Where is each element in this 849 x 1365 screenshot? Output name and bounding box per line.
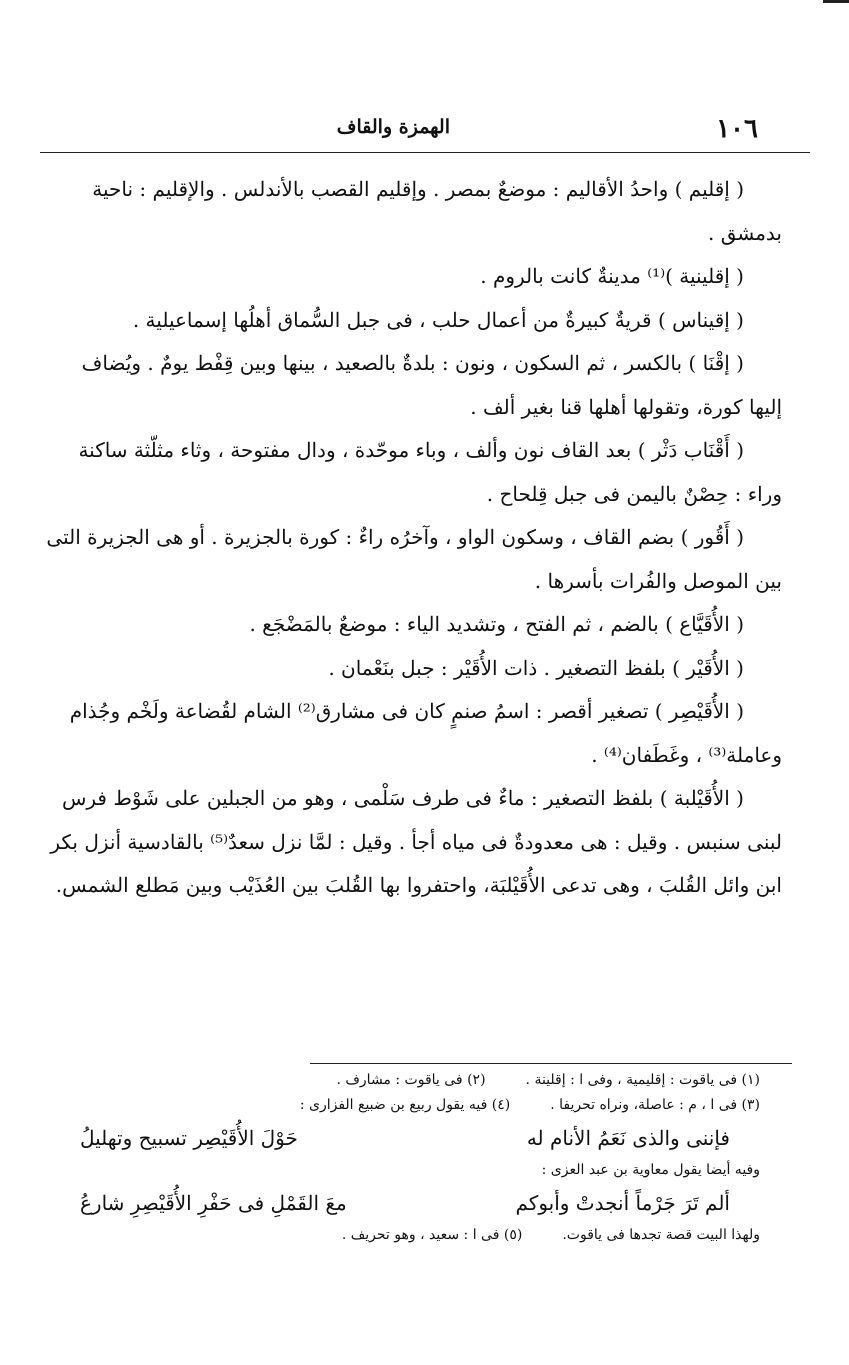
entry-line: وعاملة⁽³⁾ ، وغَطَفان⁽⁴⁾ .: [591, 742, 782, 767]
entry-line: ( إقلينية )⁽¹⁾ مدينةٌ كانت بالروم .: [480, 264, 744, 288]
entry-line: ابن وائل القُلبَ ، وهى تدعى الأُقَيْلبَة، واحتفروا بها القُلبَ بين العُذَيْب وبين مَطلع الشمس.: [55, 873, 782, 897]
entry-al-uqayya: [42, 603, 782, 647]
entry-aqnab-dathr: [42, 429, 782, 516]
entry-line: ( أَقْنَاب دَثْر ) بعد القاف نون وألف ، وباء موحّدة ، ودال مفتوحة ، وثاء مثلّثة ساكنة: [78, 438, 744, 462]
entry-iqlim: [42, 168, 782, 255]
entry-line: إليها كورة، وتقولها أهلها قنا بغير ألف .: [470, 394, 782, 419]
entry-line: لبنى سنبس . وقيل : هى معدودةٌ فى مياه أجأ . وقيل : لمَّا نزل سعدٌ⁽⁵⁾ بالقادسية أنزل بكر: [50, 829, 782, 854]
entry-line: ( إقيناس ) قريةٌ كبيرةٌ من أعمال حلب ، فى جبل السُّماق أهلُها إسماعيلية .: [132, 307, 744, 332]
footnote-5: (٥) فى ا : سعيد ، وهو تحريف .: [341, 1227, 523, 1243]
footnote-4: (٤) فيه يقول ربيع بن ضبيع الفزارى :: [299, 1097, 511, 1113]
verse-hemistich: فإننى والذى نَعَمُ الأنام له: [526, 1126, 730, 1150]
footnote-divider: [310, 1063, 792, 1064]
entry-line: ( إقْنَا ) بالكسر ، ثم السكون ، ونون : بلدةٌ بالصعيد ، بينها وبين قِفْط يومٌ . ويُضاف: [81, 351, 744, 375]
entry-line: ( الأُقَيْر ) بلفظ التصغير . ذات الأُقَيْر : جبل بنَعْمان .: [328, 655, 744, 680]
footnotes: [60, 1068, 760, 1248]
page-number: ١٠٦: [716, 114, 758, 144]
footnote-line: وفيه أيضا يقول معاوية بن عبد العزى :: [541, 1162, 760, 1178]
verse: [60, 1118, 760, 1158]
entry-line: ( أَقُور ) بضم القاف ، وسكون الواو ، وآخرُه راءٌ : كورة بالجزيرة . أو هى الجزيرة التى: [46, 525, 744, 549]
entry-al-uqaylba: [42, 777, 782, 908]
entry-iqinas: [42, 299, 782, 343]
verse-hemistich: معَ القَمْلِ فى حَفْرِ الأُقَيْصِرِ شارعُ: [80, 1191, 347, 1215]
footnote-3: (٣) فى ا ، م : عاصلة، ونراه تحريفا .: [550, 1097, 760, 1113]
footnote-2: (٢) فى ياقوت : مشارف .: [336, 1072, 486, 1088]
footnote-row: [60, 1093, 760, 1118]
entry-line: بدمشق .: [707, 220, 782, 245]
entry-line: ( الأُقَيْلبة ) بلفظ التصغير : ماءٌ فى طرف سَلْمى ، وهو من الجبلين على شَوْط فرس: [61, 786, 744, 810]
entry-aqur: [42, 516, 782, 603]
corner-mark: [823, 0, 849, 3]
main-text: [42, 168, 782, 908]
entry-line: ( الأُقَيَّاع ) بالضم ، ثم الفتح ، وتشديد الياء : موضعٌ بالمَضْجَع .: [249, 612, 744, 636]
entry-iqliniya: [42, 255, 782, 299]
entry-line: ( إقليم ) واحدُ الأقاليم : موضعٌ بمصر . وإقليم القصب بالأندلس . والإقليم : ناحية: [92, 177, 744, 201]
footnote-row: [60, 1068, 760, 1093]
footnote-1: (١) فى ياقوت : إقليمية ، وفى ا : إقلينة .: [525, 1072, 760, 1088]
verse: [60, 1183, 760, 1223]
entry-line: بين الموصل والفُرات بأسرها .: [534, 568, 782, 593]
verse-hemistich: حَوْلَ الأُقَيْصِر تسبيح وتهليلُ: [80, 1126, 298, 1150]
page-header: [40, 108, 810, 153]
entry-line: وراء : حِصْنٌ باليمن فى جبل قِلحاح .: [486, 481, 782, 506]
entry-iqna: [42, 342, 782, 429]
footnote-line: ولهذا البيت قصة تجدها فى ياقوت.: [562, 1227, 760, 1243]
running-title: الهمزة والقاف: [336, 116, 450, 138]
verse-hemistich: ألم تَرَ جَرْماً أنجدتْ وأبوكم: [515, 1191, 730, 1215]
footnote-row: [60, 1223, 760, 1248]
entry-al-uqayr: [42, 647, 782, 691]
entry-al-uqaysir: [42, 690, 782, 777]
entry-line: ( الأُقَيْصِر ) تصغير أقصر : اسمُ صنمٍ كان فى مشارق⁽²⁾ الشام لقُضاعة ولَخْم وجُذام: [69, 699, 744, 723]
